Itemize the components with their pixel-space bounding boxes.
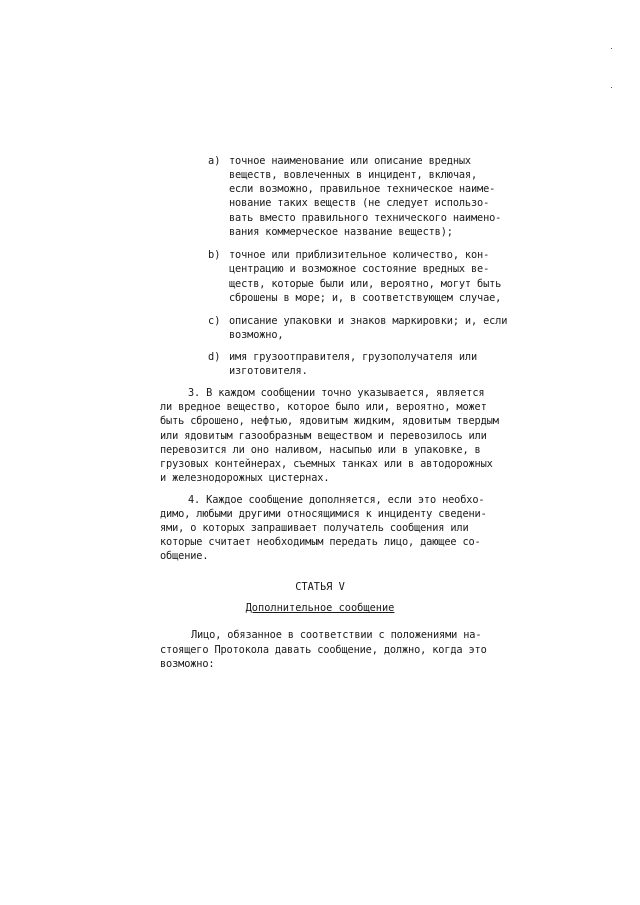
list-item-line: сброшены в море; и, в соответствующем случае, — [229, 292, 502, 304]
paragraph-line: Лицо, обязанное в соответствии с положениями на- — [191, 629, 482, 641]
paragraph-line: грузовых контейнерах, съемных танках или в автодорожных — [160, 458, 493, 470]
list-item-line: точное наименование или описание вредных — [229, 155, 471, 167]
list-item-line: центрацию и возможное состояние вредных ве- — [229, 263, 490, 275]
list-item-line: ществ, которые были или, вероятно, могут быть — [229, 278, 502, 290]
list-item-line: возможно, — [229, 329, 284, 341]
list-item-line: изготовителя. — [229, 365, 308, 377]
article-subheading: Дополнительное сообщение — [245, 602, 395, 614]
scan-speck — [611, 87, 612, 88]
paragraph-line: или ядовитым газообразным веществом и перевозилось или — [160, 430, 487, 442]
list-item-line: нование таких веществ (не следует использо- — [229, 197, 490, 209]
list-item-line: вать вместо правильного технического наимено- — [229, 212, 502, 224]
list-item-line: описание упаковки и знаков маркировки; и, если — [229, 315, 508, 327]
list-item-marker: c) — [208, 315, 221, 327]
list-item-marker: d) — [208, 351, 221, 363]
list-item-line: вания коммерческое название веществ); — [229, 226, 453, 238]
paragraph-line: ли вредное вещество, которое было или, вероятно, может — [160, 401, 487, 413]
paragraph-line: стоящего Протокола давать сообщение, должно, когда это — [160, 644, 487, 656]
paragraph-line: димо, любыми другими относящимися к инциденту сведени- — [160, 508, 487, 520]
paragraph-line: которые считает необходимым передать лицо, дающее со- — [160, 536, 481, 548]
paragraph-line: возможно: — [160, 658, 215, 670]
paragraph-line: 4. Каждое сообщение дополняется, если это необхо- — [188, 494, 485, 506]
paragraph-line: общение. — [160, 550, 209, 562]
scan-speck — [611, 48, 612, 49]
list-item-line: если возможно, правильное техническое наиме- — [229, 183, 496, 195]
paragraph-line: 3. В каждом сообщении точно указывается, является — [188, 387, 485, 399]
paragraph-line: и железнодорожных цистернах. — [160, 472, 330, 484]
list-item-line: имя грузоотправителя, грузополучателя или — [229, 351, 478, 363]
list-item-marker: b) — [208, 249, 221, 261]
paragraph-line: перевозится ли оно наливом, насыпью или в упаковке, в — [160, 444, 481, 456]
paragraph-line: ями, о которых запрашивает получатель сообщения или — [160, 522, 469, 534]
list-item-line: веществ, вовлеченных в инцидент, включая, — [229, 169, 478, 181]
list-item-line: точное или приблизительное количество, кон- — [229, 249, 490, 261]
list-item-marker: a) — [208, 155, 221, 167]
article-heading: СТАТЬЯ V — [295, 581, 345, 593]
paragraph-line: быть сброшено, нефтью, ядовитым жидким, ядовитым твердым — [160, 415, 499, 427]
